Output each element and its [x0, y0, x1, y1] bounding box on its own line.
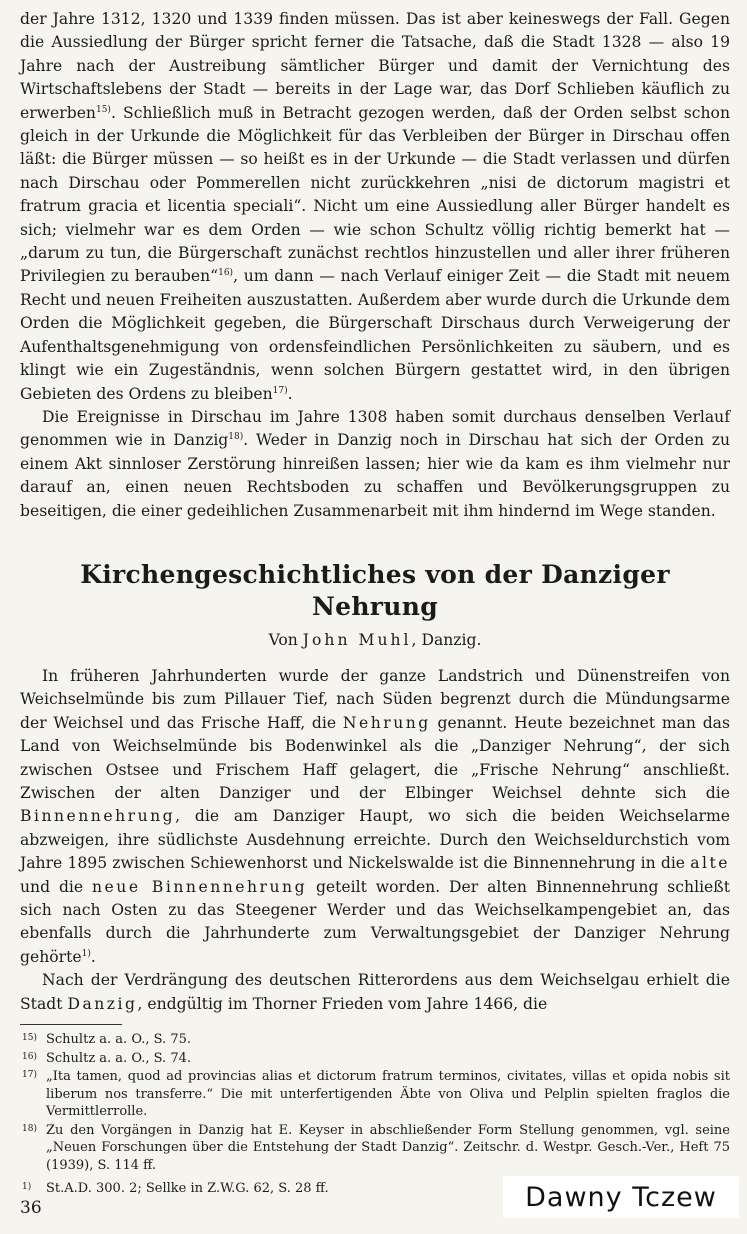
page-number: 36: [20, 1198, 42, 1218]
watermark: Dawny Tczew: [503, 1176, 739, 1218]
paragraph-3-text-c: , die am Danziger Haupt, wo sich die beiden Weichselarme abzweigen, ihre südlichste Ausdehnung erreichte. Durch den Weichseldurchstich vom Jahre 1895 zwischen Schiewenhorst und Nickelswalde ist die Binnennehrung in die: [20, 807, 730, 873]
footnote-ref-17[interactable]: 17): [272, 385, 288, 396]
footnote-16: [20, 1050, 730, 1068]
paragraph-4-text-b: , endgültig im Thorner Frieden vom Jahre 1466, die: [137, 994, 548, 1013]
footnote-ref-18[interactable]: 18): [228, 432, 244, 443]
footnote-text: St.A.D. 300. 2; Sellke in Z.W.G. 62, S. 28 ff.: [46, 1181, 329, 1197]
paragraph-1-text-a: der Jahre 1312, 1320 und 1339 finden müssen. Das ist aber keineswegs der Fall. Gegen die Aussiedlung der Bürger spricht ferner die Tatsache, daß die Stadt 1328 — also 19 Jahre nach der Austreibung sämtlicher Bürger und damit der Vernichtung des Wirtschaftslebens der Stadt — bereits in der Lage war, das Dorf Schlieben käuflich zu erwerben: [20, 10, 730, 122]
spaced-term-neue-binnennehrung: neue Binnennehrung: [92, 877, 308, 896]
article-title: Kirchengeschichtliches von der Danziger Nehrung: [80, 559, 670, 621]
footnote-text: „Ita tamen, quod ad provincias alias et dictorum fratrum terminos, civitates, villas et opida nobis sit liberum nos transferre.“ Die mit unterfertigenden Äbte von Oliva und Pelplin spielten fraglos die Vermittlerrolle.: [46, 1069, 730, 1120]
paragraph-4-text-a: Nach der Verdrängung des deutschen Ritterordens aus dem Weichselgau erhielt die Stadt: [20, 971, 730, 1013]
spaced-term-binnennehrung: Binnennehrung: [20, 807, 176, 826]
footnote-mark: 1): [22, 1182, 32, 1193]
footnote-divider: [20, 1024, 122, 1025]
footnote-text: Schultz a. a. O., S. 75.: [46, 1032, 191, 1048]
spaced-term-danzig: Danzig: [67, 994, 138, 1013]
footnote-mark: 17): [22, 1070, 37, 1081]
footnote-mark: 18): [22, 1123, 37, 1134]
paragraph-3: [20, 665, 730, 969]
paragraph-2: [20, 406, 730, 523]
spaced-term-nehrung: Nehrung: [342, 713, 431, 732]
footnote-15: [20, 1031, 730, 1049]
paragraph-1-text-b: . Schließlich muß in Betracht gezogen werden, daß der Orden selbst schon gleich in der Urkunde die Möglichkeit für das Verbleiben der Bürger in Dirschau offen läßt: die Bürger müssen — so heißt es in der Urkunde — die Stadt verlassen und dürfen nach Dirschau oder Pommerellen nicht zurückkehren „nisi de dictorum magistri et fratrum gracia et licentia speciali“. Nicht um eine Aussiedlung aller Bürger handelt es sich; vielmehr war es dem Orden — wie schon Schultz völlig richtig bemerkt hat — „darum zu tun, die Bürgerschaft zunächst rechtlos hinzustellen und aller ihrer früheren Privilegien zu berauben“: [20, 103, 730, 286]
paragraph-3-text-f: .: [90, 947, 96, 966]
byline-prefix: Von: [268, 630, 298, 649]
footnotes: [20, 1031, 730, 1198]
footnote-ref-1[interactable]: 1): [81, 948, 91, 959]
footnote-18: [20, 1122, 730, 1175]
paragraph-3-text-b: genannt. Heute bezeichnet man das Land von Weichselmünde bis Bodenwinkel als die „Danziger Nehrung“, der sich zwischen Ostsee und Frischem Haff gelagert, die „Frische Nehrung“ anschließt. Zwischen der alten Danziger und der Elbinger Weichsel dehnte sich die: [20, 713, 730, 802]
article-byline: [20, 629, 730, 651]
paragraph-2-text-b: . Weder in Danzig noch in Dirschau hat sich der Orden zu einem Akt sinnloser Zerstörung hinreißen lassen; hier wie da kam es ihm vielmehr nur darauf an, einen neuen Rechtsboden zu schaffen und Bevölkerungsgruppen zu beseitigen, die einer gedeihlichen Zusammenarbeit mit ihm hindernd im Wege standen.: [20, 431, 731, 520]
byline-author: John Muhl: [302, 630, 412, 649]
spaced-term-alte: alte: [690, 854, 730, 873]
footnote-ref-15[interactable]: 15): [95, 104, 111, 115]
paragraph-2-text-a: Die Ereignisse in Dirschau im Jahre 1308 haben somit durchaus denselben Verlauf genommen wie in Danzig: [20, 407, 730, 450]
paragraph-1: [20, 8, 730, 406]
footnote-text: Zu den Vorgängen in Danzig hat E. Keyser in abschließender Form Stellung genommen, vgl. seine „Neuen Forschungen über die Entstehung der Stadt Danzig“. Zeitschr. d. Westpr. Gesch.-Ver., Heft 75 (1939), S. 114 ff.: [46, 1122, 730, 1173]
footnote-mark: 15): [22, 1033, 37, 1044]
paragraph-3-text-a: In früheren Jahrhunderten wurde der ganze Landstrich und Dünenstreifen von Weichselmünde bis zum Pillauer Tief, nach Süden begrenzt durch die Mündungsarme der Weichsel und das Frische Haff, die: [20, 666, 730, 732]
footnote-ref-16[interactable]: 16): [218, 268, 234, 279]
byline-suffix: , Danzig.: [411, 630, 482, 649]
paragraph-1-tail: .: [287, 384, 293, 403]
footnote-text: Schultz a. a. O., S. 74.: [46, 1050, 191, 1066]
paragraph-3-text-e: geteilt worden. Der alten Binnennehrung schließt sich nach Osten zu das Steegener Werder und das Weichselkampengebiet an, das ebenfalls durch die Jahrhunderte zum Verwaltungsgebiet der Danziger Nehrung gehörte: [20, 877, 730, 966]
page-body: [20, 8, 730, 1199]
paragraph-3-text-d: und die: [20, 877, 84, 896]
footnote-17: [20, 1068, 730, 1121]
paragraph-4: [20, 969, 730, 1016]
footnote-mark: 16): [22, 1051, 37, 1062]
paragraph-1-text-c: , um dann — nach Verlauf einiger Zeit — die Stadt mit neuem Recht und neuen Freiheiten auszustatten. Außerdem aber wurde durch die Urkunde dem Orden die Möglichkeit gegeben, die Bürgerschaft Dirschaus durch Verweigerung der Aufenthaltsgenehmigung von ordensfeindlichen Persönlichkeiten zu säubern, und es klingt wie ein Zugeständnis, wenn solchen Bürgern gestattet wird, in den übrigen Gebieten des Ordens zu bleiben: [20, 267, 730, 403]
